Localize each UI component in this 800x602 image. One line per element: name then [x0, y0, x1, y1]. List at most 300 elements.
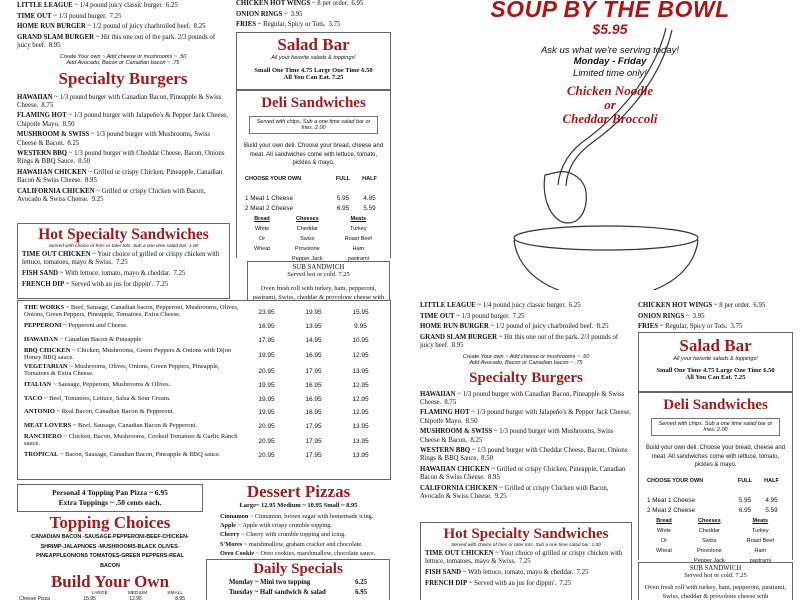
pizza-desc-cell: [24, 406, 243, 420]
specialty-burger-item-desc: ~ Grilled or crispy Chicken with Bacon, Avocado & Swiss Cheese.: [420, 485, 609, 501]
salad-price-line-1: Small One Time 4.75 Large One Time 6.50: [656, 367, 775, 374]
deli-price-table: [243, 174, 383, 214]
deli-header-choose: CHOOSE YOUR OWN: [245, 175, 302, 182]
cheese-option: Cheddar: [698, 528, 720, 534]
sub-sandwich-box: [247, 261, 390, 301]
pizza-name: HAWAIIAN: [24, 335, 58, 343]
byo-item: Cheese Pizza: [19, 596, 50, 602]
burger-item-name: LITTLE LEAGUE: [420, 302, 476, 309]
specialty-burger-item-desc: ~ Grilled or crispy Chicken, Pineapple, Canadian Bacon & Swiss Cheese.: [420, 466, 626, 482]
pizza-price: 13.95: [352, 437, 369, 445]
pizza-name: VEGETARIAN: [24, 363, 68, 370]
specialty-burger-item-name: WESTERN BBQ: [17, 150, 68, 158]
byo-price-large: 15.95: [83, 596, 96, 602]
soup-title: SOUP BY THE BOWL: [490, 0, 730, 22]
deli-row-full: 5.95: [738, 497, 752, 505]
pizza-price: 17.95: [305, 437, 322, 445]
daily-special-row: [229, 588, 367, 598]
specialty-burger-item: [420, 409, 632, 425]
side-item: [236, 11, 391, 19]
dessert-desc: ~ Cherry with crumble topping and icing.: [239, 531, 346, 539]
specialty-burger-item: [17, 131, 229, 147]
dessert-name: Cinnamon: [220, 513, 249, 520]
pizza-row: [24, 320, 384, 334]
meat-column: [345, 214, 372, 264]
pizza-desc-cell: [24, 334, 243, 348]
cheese-option: Pepper Jack: [694, 558, 725, 564]
dessert-section: [206, 482, 391, 558]
meat-option: Roast Beef: [344, 236, 372, 242]
pizza-desc: ~ Bacon, Sausage, Canadian Bacon, Pineapple & BBQ sauce.: [58, 451, 221, 459]
pizza-desc: ~ Chicken, Bacon, Mushrooms, Cooked Tomatoes & Garlic Ranch sauce.: [24, 433, 238, 447]
specialty-burger-item-desc: ~ 1/3 pound burger with Canadian Bacon, Pineapple & Swiss Cheese.: [420, 390, 625, 406]
pizza-desc: ~ Beef, Tomatoes, Lettuce, Salsa & Sour Cream.: [42, 394, 171, 402]
cheese-option: Pepper Jack: [292, 256, 323, 262]
pizza-row: [24, 393, 384, 407]
burger-item-desc: ~ 1/3 pound burger.: [454, 312, 510, 320]
daily-special-price: 6.25: [355, 579, 367, 586]
sides-list-copy: [638, 302, 793, 332]
byo-price-medium: 12.95: [129, 596, 142, 602]
dessert-desc: ~ marshmallow, graham cracker and chocolate.: [242, 540, 363, 548]
pizza-name: RANCHERO: [24, 433, 62, 440]
pizza-price: 20.95: [258, 422, 275, 430]
dessert-list: [206, 512, 391, 558]
extra-toppings-line: Extra Toppings ~ .50 cents each.: [58, 498, 162, 507]
burger-item-price: 8.95: [48, 42, 61, 50]
pizza-desc: ~ Beef, Sausage, Canadian Bacon & Pepperoni.: [71, 421, 198, 429]
meat-option: pastrami: [347, 256, 369, 262]
pizza-name: TROPICAL: [24, 451, 59, 459]
right-burger-column: [420, 302, 632, 504]
hot-sandwich-item-desc: ~ Your choice of grilled or crispy chicken with lettuce, tomatoes, mayo & Swiss.: [22, 251, 220, 267]
burger-item-name: LITTLE LEAGUE: [17, 2, 73, 9]
pizza-price: 16.95: [305, 409, 322, 417]
deli-row-label: 2 Meat 2 Cheese: [245, 205, 293, 213]
daily-specials-box: [206, 559, 390, 600]
pizza-desc-cell: [24, 363, 243, 379]
dessert-desc: ~ Cinnamon, brown sugar with homemade icing.: [248, 513, 374, 520]
daily-special-label: Monday ~ Mini two topping: [229, 579, 311, 586]
meat-option: Roast Beef: [746, 538, 774, 544]
side-item-price: 6.95: [351, 0, 364, 7]
byo-size-small: SMALL: [167, 591, 183, 596]
cheese-header: Cheeses: [296, 216, 319, 222]
pizza-desc-cell: [24, 320, 243, 334]
meat-header: Meats: [752, 518, 769, 524]
specialty-burger-item: [420, 391, 632, 407]
pizza-row: [24, 304, 384, 320]
topping-choices-title: Topping Choices: [49, 513, 171, 532]
specialty-burger-item-price: 8.95: [487, 474, 500, 482]
deli-header-full: FULL: [335, 175, 350, 182]
sides-list: [236, 0, 391, 30]
side-item-desc: ~ 8 per order.: [310, 0, 349, 7]
hot-sandwich-note: Served with choice of fries or tater tots. Sub a one time salad bar: 1.00: [451, 543, 601, 548]
hot-sandwich-item-price: 7.25: [559, 579, 572, 587]
specialty-burger-item-desc: ~ 1/3 pound burger with Mushrooms, Swiss Cheese & Bacon.: [420, 428, 614, 444]
cheese-header: Cheeses: [698, 518, 721, 524]
topping-list: CANADIAN BACON -SAUSAGE-PEPPERONI-BEEF-CHICKEN-SHRIMP-JALAPNOES -MUSHROOMS-BLACK OLIVES-PINEAPPLEONIONS TOMATOES-GREEN PEPPERS-REAL BACON: [31, 534, 189, 569]
meat-option: Turkey: [350, 226, 367, 232]
deli-note: Served with chips. Sub a one time salad bar or fries. 2.00: [651, 418, 780, 436]
pizza-desc: ~ Real Bacon, Canadian Bacon & Pepperoni.: [54, 408, 175, 416]
specialty-burger-item-price: 8.75: [444, 398, 457, 406]
byo-size-medium: MEDIUM: [127, 591, 148, 596]
burger-item-name: GRAND SLAM BURGER: [17, 34, 95, 42]
hot-sandwich-item-name: FRENCH DIP: [22, 280, 65, 288]
cheese-column: [694, 516, 725, 566]
pizza-price: 16.95: [305, 395, 322, 403]
specialty-burger-item: [17, 188, 229, 204]
specialty-burger-item: [17, 94, 229, 110]
side-item-price: 3.95: [290, 10, 303, 18]
side-item-price: 3.95: [692, 312, 705, 320]
pizza-desc-cell: [24, 433, 243, 449]
sub-sandwich-title: SUB SANDWICH: [689, 565, 742, 572]
pizza-desc: ~ Mushrooms, Olives, Onions, Green Peppers, Pineapple, Tomatoes & Extra Cheese.: [24, 363, 220, 377]
pizza-price: 17.95: [258, 336, 275, 344]
hot-sandwich-item-price: 7.25: [576, 568, 589, 576]
dessert-item: [220, 521, 391, 530]
pizza-name: MEAT LOVERS: [24, 421, 72, 429]
salad-bar-title: Salad Bar: [277, 35, 350, 54]
specialty-burger-item-desc: ~ 1/3 pound burger with Canadian Bacon, Pineapple & Swiss Cheese.: [17, 93, 222, 109]
deli-header-full: FULL: [737, 477, 752, 484]
pizza-price: 12.95: [352, 351, 369, 359]
burger-item: [420, 323, 632, 331]
pizza-row: [24, 334, 384, 348]
pizza-price: 13.95: [352, 367, 369, 375]
burger-note-1: Create Your own ~ Add cheese or mushrooms ~ .50: [59, 53, 187, 60]
dessert-name: Oreo Cookie: [220, 549, 254, 557]
specialty-burger-item-price: 8.50: [465, 417, 478, 425]
deli-header-half: HALF: [764, 477, 779, 484]
cheese-option: Swiss: [702, 538, 717, 544]
specialty-burger-item-price: 8.95: [84, 177, 97, 185]
bread-option: White: [656, 528, 672, 534]
deli-row-half: 4.95: [363, 195, 376, 203]
specialty-burger-item-desc: ~ 1/3 pound burger with Jalapeño's & Pepper Jack Cheese, Chipotle Mayo.: [17, 112, 228, 128]
specialty-burger-list: [17, 94, 229, 205]
hot-sandwich-item-name: FISH SAND: [425, 568, 462, 576]
dessert-item: [220, 540, 391, 549]
pizza-price: 13.95: [352, 452, 369, 460]
pizza-price: 14.95: [305, 336, 322, 344]
specialty-burger-item-desc: ~ 1/3 pound burger with Cheddar Cheese, Bacon, Onions Rings & BBQ Sauce.: [17, 150, 225, 166]
soup-flavor-2: Cheddar Broccoli: [562, 111, 658, 126]
side-item-name: CHICKEN HOT WINGS: [638, 302, 713, 309]
burger-item-name: GRAND SLAM BURGER: [420, 334, 498, 342]
dessert-name: Cherry: [220, 531, 240, 539]
salad-price-line-1: Small One Time 4.75 Large One Time 6.50: [254, 67, 373, 74]
specialty-burger-item-name: CALIFORNIA CHICKEN: [17, 188, 95, 196]
pizza-price: 16.95: [305, 382, 322, 390]
bread-column: [656, 516, 672, 566]
side-item-name: ONION RINGS: [638, 312, 685, 320]
soup-days: Monday - Friday: [573, 56, 647, 67]
pizza-name: THE WORKS: [24, 304, 65, 311]
side-item-desc: ~ Regular, Spicy or Tots.: [658, 323, 728, 331]
burger-item-desc: ~ 1/3 pound burger.: [51, 12, 107, 20]
burger-item-desc: ~ 1/2 pound of juicy charbroiled beef.: [85, 23, 191, 31]
hot-sandwich-title: Hot Specialty Sandwiches: [443, 526, 609, 542]
hot-sandwich-item: [425, 569, 627, 577]
pizza-price: 16.95: [258, 323, 275, 331]
deli-row-half: 4.95: [765, 497, 778, 505]
side-item: [236, 0, 391, 8]
sub-sandwich-box-copy: [638, 562, 793, 600]
salad-bar-box-copy: [638, 332, 793, 392]
burger-list: [17, 0, 229, 51]
cheese-option: Provolone: [696, 548, 722, 554]
pizza-row: [24, 433, 384, 449]
burger-item-price: 7.25: [512, 312, 525, 320]
salad-bar-subtitle: All your favorite salads & toppings!: [271, 55, 356, 61]
side-item-price: 3.75: [328, 21, 341, 29]
byo-price-small: 8.95: [175, 596, 185, 602]
hot-sandwich-item: [425, 580, 627, 588]
pizza-price: 20.95: [258, 367, 275, 375]
hot-sandwich-note: Served with choice of fries or tater tots. Sub a one time salad bar: 1.00: [48, 244, 199, 249]
pizza-desc-cell: [24, 347, 243, 363]
hot-sandwich-item-price: 7.25: [173, 269, 186, 277]
deli-row-half: 5.59: [765, 507, 778, 515]
burger-item: [420, 302, 632, 310]
specialty-burger-item-name: CALIFORNIA CHICKEN: [420, 485, 498, 493]
hot-sandwich-item-desc: ~ Served with au jus for dippin'.: [64, 280, 154, 288]
deli-row-label: 1 Meat 1 Cheese: [647, 497, 695, 505]
right-mid-column: [638, 302, 793, 334]
burger-note-2: Add Avocado, Bacon or Canadian bacon ~ .75: [66, 59, 180, 66]
salad-bar-title: Salad Bar: [679, 336, 752, 355]
side-item-name: FRIES: [236, 21, 257, 29]
burger-item-price: 8.95: [451, 342, 464, 350]
dessert-sizes: Large~ 12.95 Medium ~ 10.95 Small ~ 8.95: [239, 502, 358, 509]
pizza-desc-cell: [24, 449, 243, 463]
left-column: [17, 0, 229, 207]
pizza-price: 9.95: [354, 323, 367, 331]
cheese-option: Swiss: [300, 236, 315, 242]
salad-bar-subtitle: All your favorite salads & toppings!: [673, 356, 758, 362]
pizza-price: 13.95: [305, 323, 322, 331]
sub-sandwich-desc: Oven fresh roll with turkey, ham, pepperoni, pastrami, Swiss, cheddar & provolone cheese with: [252, 285, 385, 301]
pizza-row: [24, 379, 384, 393]
mid-column: [236, 0, 391, 32]
pan-pizza-box: [17, 484, 203, 512]
dessert-item: [220, 512, 391, 521]
burger-item: [17, 34, 229, 50]
hot-sandwich-item: [425, 550, 627, 566]
hot-sandwich-item-name: TIME OUT CHICKEN: [425, 550, 494, 557]
daily-special-label: Tuesday ~ Half sandwich & salad: [229, 589, 326, 596]
specialty-burger-item: [420, 428, 632, 444]
pizza-price: 15.95: [352, 308, 369, 316]
burger-item-desc: ~ Hit this one out of the park. 2/3 pounds of juicy beef.: [420, 334, 619, 350]
specialty-burger-item-name: HAWAIIAN: [17, 93, 53, 101]
specialty-burger-item-price: 8.50: [481, 455, 494, 463]
bread-option: Wheat: [254, 246, 270, 252]
side-item-name: FRIES: [638, 323, 659, 331]
pizza-desc-cell: [24, 379, 243, 393]
pizza-name: ANTONIO: [24, 408, 55, 416]
pizza-price: 19.95: [258, 395, 275, 403]
burger-item-price: 8.25: [596, 323, 609, 331]
daily-special-price: 6.95: [355, 589, 367, 596]
burger-item-desc: ~ Hit this one out of the park. 2/3 pounds of juicy beef.: [17, 34, 216, 50]
toppings-section: [17, 513, 203, 602]
byo-size-large: LARGE: [91, 591, 108, 596]
meat-header: Meats: [350, 216, 367, 222]
pizza-desc: ~ Chicken, Mushrooms, Green Peppers & Onions with Dijon Honey BBQ sauce.: [24, 347, 232, 361]
deli-row-label: 2 Meat 2 Cheese: [647, 507, 695, 515]
dessert-item: [220, 549, 391, 558]
pizza-row: [24, 347, 384, 363]
pizza-price: 19.95: [258, 351, 275, 359]
pizza-price: 12.95: [352, 395, 369, 403]
burger-note-1: Create Your own ~ Add cheese or mushrooms ~ .50: [462, 353, 590, 360]
ladle-bowl-icon: [420, 0, 800, 290]
meat-option: Turkey: [752, 528, 769, 534]
side-item-name: CHICKEN HOT WINGS: [236, 0, 311, 7]
sub-sandwich-line: Served hot or cold. 7.25: [684, 572, 747, 579]
side-item-price: 3.75: [730, 323, 743, 331]
specialty-burger-item-desc: ~ 1/3 pound burger with Cheddar Cheese, Bacon, Onions Rings & BBQ Sauce.: [420, 447, 628, 463]
pizza-price: 16.95: [305, 351, 322, 359]
burger-item-price: 6.25: [165, 2, 178, 9]
hot-sandwich-item-name: TIME OUT CHICKEN: [22, 251, 91, 258]
side-item: [638, 323, 793, 331]
hot-sandwich-item-price: 7.25: [156, 280, 169, 288]
deli-box: [236, 90, 391, 262]
dessert-title: Dessert Pizzas: [246, 482, 351, 501]
dessert-desc: ~ Apple with crispy crumble topping.: [236, 522, 333, 530]
burger-item-desc: ~ 1/4 pound juicy classic burger.: [475, 302, 566, 309]
deli-header-choose: CHOOSE YOUR OWN: [647, 477, 704, 484]
hot-sandwich-item-desc: ~ Your choice of grilled or crispy chicken with lettuce, tomatoes, mayo & Swiss.: [425, 550, 623, 566]
meat-option: pastrami: [749, 558, 771, 564]
hot-sandwich-list: [22, 251, 225, 289]
specialty-burger-item-price: 8.50: [78, 158, 91, 166]
side-item-name: ONION RINGS: [236, 10, 283, 18]
pizza-name: ITALIAN: [24, 381, 52, 389]
pizza-desc: ~ Sausage, Pepperoni, Mushrooms & Olives.: [51, 381, 171, 389]
deli-row-full: 6.95: [336, 205, 350, 213]
hot-sandwich-item: [22, 270, 225, 278]
burger-item: [17, 2, 229, 10]
pizza-desc: ~ Pepperoni and Cheese.: [61, 322, 128, 330]
specialty-burger-item-price: 8.75: [41, 101, 54, 109]
hot-sandwich-item-name: FISH SAND: [22, 269, 59, 277]
pizza-price: 12.95: [352, 382, 369, 390]
specialty-burger-item-name: HAWAIIAN CHICKEN: [17, 169, 87, 177]
burger-item-price: 7.25: [109, 12, 122, 20]
pizza-row: [24, 363, 384, 379]
hot-sandwich-item: [22, 251, 225, 267]
hot-sandwich-item-price: 7.25: [115, 259, 128, 267]
hot-sandwich-title: Hot Specialty Sandwiches: [38, 226, 209, 243]
hot-sandwich-item: [22, 281, 225, 289]
pizza-table: [24, 304, 384, 463]
side-item-desc: ~ Regular, Spicy or Tots.: [256, 21, 326, 29]
specialty-burgers-title: Specialty Burgers: [469, 369, 583, 386]
burger-item-name: TIME OUT: [420, 312, 455, 320]
pizza-price: 19.95: [305, 308, 322, 316]
deli-header-half: HALF: [362, 175, 377, 182]
hot-sandwich-item-price: 7.25: [518, 558, 531, 566]
pizza-price: 20.95: [258, 452, 275, 460]
meat-column: [747, 516, 774, 566]
soup-section: [420, 0, 800, 290]
pizza-box: [17, 300, 391, 480]
specialty-burger-item: [17, 150, 229, 166]
burger-item: [420, 313, 632, 321]
pizza-price: 13.95: [352, 422, 369, 430]
pizza-row: [24, 449, 384, 463]
dessert-item: [220, 530, 391, 539]
bread-option: White: [254, 226, 270, 232]
specialty-burger-item-price: 8.25: [67, 139, 80, 147]
burger-note-2: Add Avocado, Bacon or Canadian bacon ~ .75: [469, 359, 583, 366]
deli-title: Deli Sandwiches: [261, 95, 366, 111]
dessert-desc: ~ Oreo cookies, marshmallow, chocolate sauce.: [254, 549, 376, 557]
pizza-price: 17.95: [305, 452, 322, 460]
burger-item: [420, 334, 632, 350]
burger-item-desc: ~ 1/4 pound juicy classic burger.: [72, 2, 163, 9]
pizza-price: 17.95: [305, 367, 322, 375]
daily-list: [207, 578, 389, 598]
deli-note: Served with chips. Sub a one time salad bar or fries. 2.00: [249, 116, 378, 134]
dessert-name: Apple: [220, 522, 237, 530]
pizza-name: PEPPERONI: [24, 322, 62, 330]
soup-ask: Ask us what we're serving today!: [540, 45, 680, 56]
hot-sandwich-box: [17, 223, 230, 299]
burger-list-copy: [420, 302, 632, 351]
specialty-burger-item: [420, 466, 632, 482]
salad-bar-box: [236, 32, 391, 90]
hot-sandwich-item-desc: ~ With lettuce, tomato, mayo & cheddar.: [461, 568, 574, 576]
bread-header: Bread: [656, 518, 672, 524]
hot-sandwich-item-desc: ~ With lettuce, tomato, mayo & cheddar.: [58, 269, 171, 277]
cheese-option: Cheddar: [296, 226, 318, 232]
side-item: [236, 21, 391, 29]
hot-sandwich-item-name: FRENCH DIP: [425, 579, 468, 587]
daily-special-row: [229, 578, 367, 588]
specialty-burger-item-desc: ~ Grilled or crispy Chicken with Bacon, Avocado & Swiss Cheese.: [17, 188, 206, 204]
bread-header: Bread: [254, 216, 270, 222]
pizza-row: [24, 406, 384, 420]
deli-price-table: [645, 476, 785, 516]
burger-item-desc: ~ 1/2 pound of juicy charbroiled beef.: [488, 323, 594, 331]
pizza-desc: ~ Beef, Sausage, Canadian bacon, Pepperoni, Mushrooms, Olives, Onions, Green Peppers, Pineapple, Tomatoes, Extra Cheese.: [24, 304, 239, 318]
side-item-price: 6.95: [753, 302, 766, 309]
burger-item-name: TIME OUT: [17, 12, 52, 20]
bread-option: Wheat: [656, 548, 672, 554]
pizza-price: 10.95: [352, 336, 369, 344]
pizza-price: 23.95: [258, 308, 275, 316]
specialty-burger-item-name: WESTERN BBQ: [420, 447, 471, 455]
deli-row-label: 1 Meat 1 Cheese: [245, 195, 293, 203]
burger-item-name: HOME RUN BURGER: [17, 23, 86, 31]
side-item-desc: ~: [282, 10, 288, 18]
daily-specials-title: Daily Specials: [253, 561, 343, 577]
deli-title: Deli Sandwiches: [663, 397, 768, 413]
specialty-burger-item: [17, 112, 229, 128]
bread-option: Or: [258, 236, 266, 242]
side-item-desc: ~ 8 per order.: [712, 302, 751, 309]
pizza-desc: ~ Canadian Bacon & Pineapple: [57, 335, 142, 343]
pizza-price: 19.95: [258, 409, 275, 417]
